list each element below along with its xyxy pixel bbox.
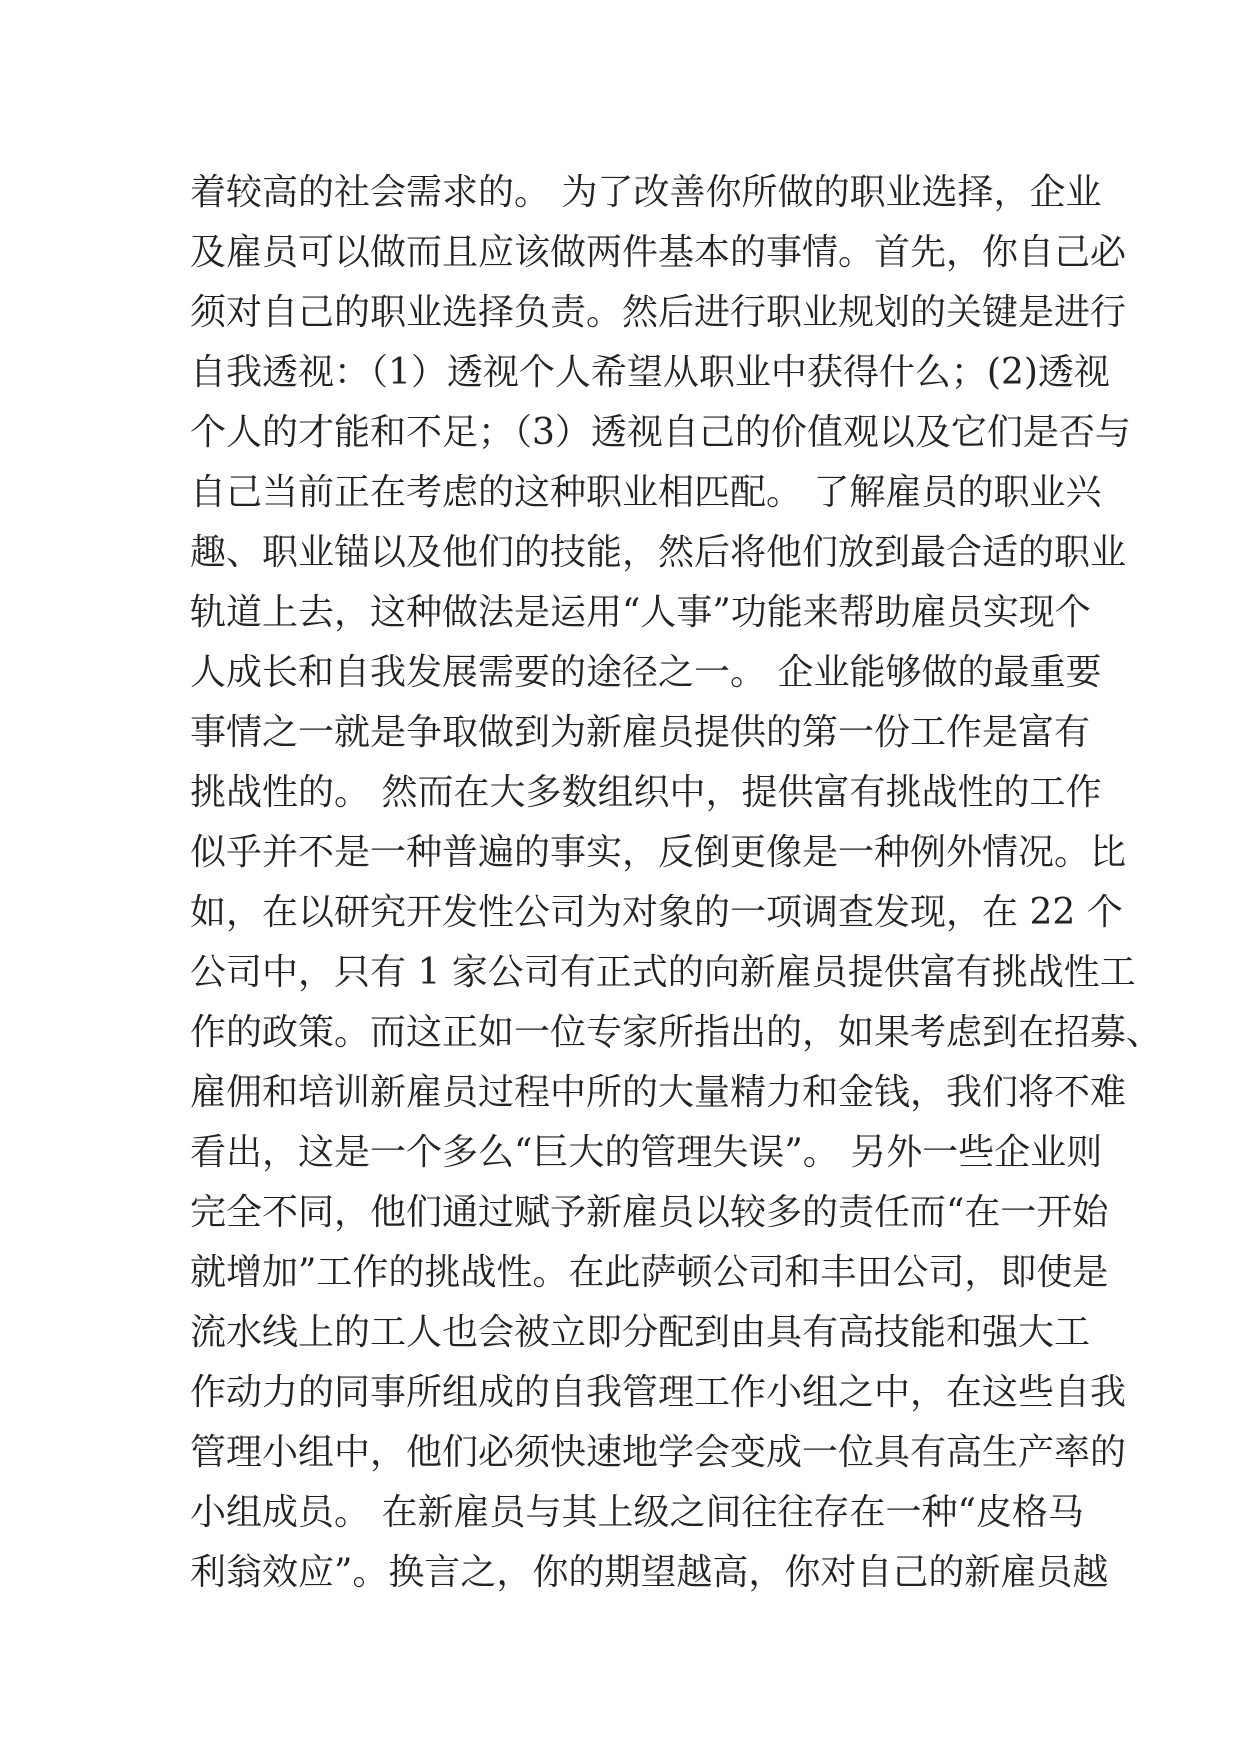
text-line: 着较高的社会需求的。 为了改善你所做的职业选择，企业 bbox=[190, 172, 1102, 213]
text-line: 公司中，只有 1 家公司有正式的向新雇员提供富有挑战性工 bbox=[190, 952, 1136, 993]
text-line: 小组成员。 在新雇员与其上级之间往往存在一种“皮格马 bbox=[190, 1492, 1084, 1533]
text-line: 事情之一就是争取做到为新雇员提供的第一份工作是富有 bbox=[190, 712, 1091, 753]
text-line: 个人的才能和不足；（3）透视自己的价值观以及它们是否与 bbox=[190, 412, 1131, 453]
text-line: 似乎并不是一种普遍的事实，反倒更像是一种例外情况。比 bbox=[190, 832, 1127, 873]
text-line: 自我透视：（1）透视个人希望从职业中获得什么；(2)透视 bbox=[190, 352, 1110, 393]
text-line: 挑战性的。 然而在大多数组织中，提供富有挑战性的工作 bbox=[190, 772, 1102, 813]
text-line: 及雇员可以做而且应该做两件基本的事情。首先，你自己必 bbox=[190, 232, 1127, 273]
text-line: 雇佣和培训新雇员过程中所的大量精力和金钱，我们将不难 bbox=[190, 1072, 1127, 1113]
text-line: 轨道上去，这种做法是运用“人事”功能来帮助雇员实现个 bbox=[190, 592, 1091, 633]
text-line: 自己当前正在考虑的这种职业相匹配。 了解雇员的职业兴 bbox=[190, 472, 1102, 513]
text-line: 作的政策。而这正如一位专家所指出的，如果考虑到在招募、 bbox=[190, 1012, 1163, 1053]
text-line: 须对自己的职业选择负责。然后进行职业规划的关键是进行 bbox=[190, 292, 1127, 333]
text-line: 利翁效应”。换言之，你的期望越高，你对自己的新雇员越 bbox=[190, 1552, 1109, 1593]
text-line: 流水线上的工人也会被立即分配到由具有高技能和强大工 bbox=[190, 1312, 1091, 1353]
text-line: 人成长和自我发展需要的途径之一。 企业能够做的最重要 bbox=[190, 652, 1102, 693]
text-line: 就增加”工作的挑战性。在此萨顿公司和丰田公司，即使是 bbox=[190, 1252, 1109, 1293]
body-text bbox=[190, 163, 1163, 1603]
text-line: 管理小组中，他们必须快速地学会变成一位具有高生产率的 bbox=[190, 1432, 1127, 1473]
text-line: 如，在以研究开发性公司为对象的一项调查发现，在 22 个 bbox=[190, 892, 1123, 933]
text-line: 看出，这是一个多么“巨大的管理失误”。 另外一些企业则 bbox=[190, 1132, 1103, 1173]
text-line: 趣、职业锚以及他们的技能，然后将他们放到最合适的职业 bbox=[190, 532, 1127, 573]
text-line: 作动力的同事所组成的自我管理工作小组之中，在这些自我 bbox=[190, 1372, 1127, 1413]
text-line: 完全不同，他们通过赋予新雇员以较多的责任而“在一开始 bbox=[190, 1192, 1109, 1233]
